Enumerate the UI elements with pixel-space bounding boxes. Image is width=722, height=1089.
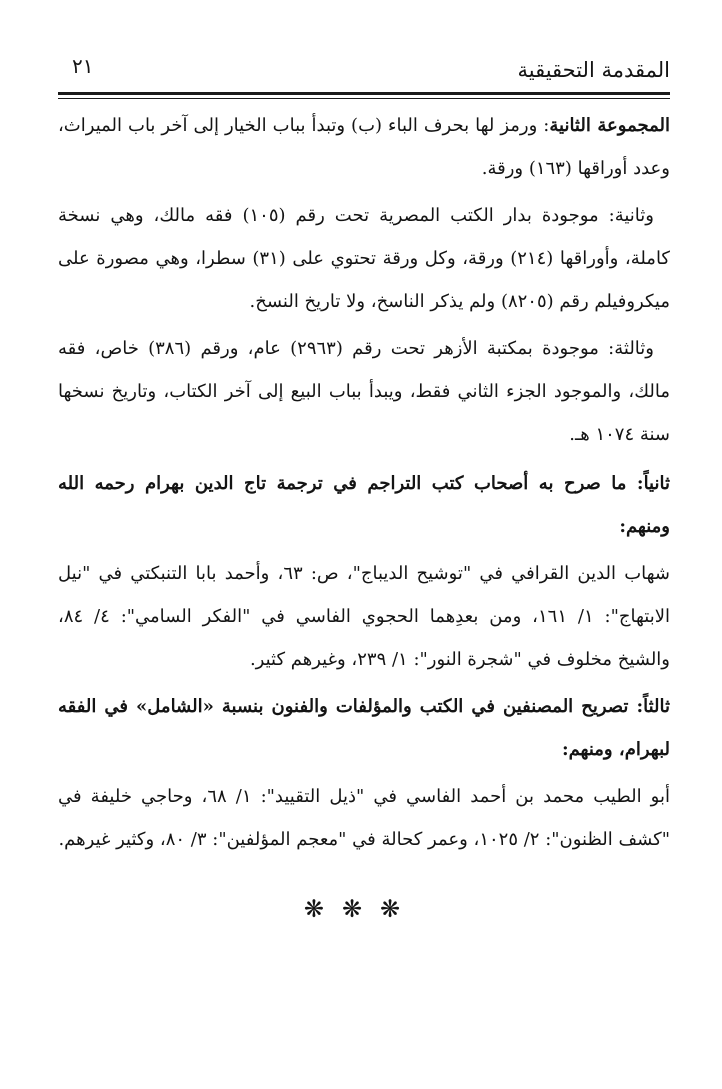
second-group-text: : ورمز لها بحرف الباء (ب) وتبدأ بباب الخيار إلى آخر باب الميراث، وعدد أوراقها (١٦٣) ورقة. [58, 115, 670, 179]
paragraph-second-group [58, 104, 670, 190]
running-title: المقدمة التحقيقية [517, 58, 670, 82]
second-group-lead: المجموعة الثانية [549, 115, 670, 136]
header-rule-thin [58, 98, 670, 99]
section-heading-authors: ثالثاً: تصريح المصنفين في الكتب والمؤلفات والفنون بنسبة «الشامل» في الفقه لبهرام، ومنهم: [58, 696, 670, 760]
header-rule-thick [58, 92, 670, 95]
paragraph-authors: أبو الطيب محمد بن أحمد الفاسي في "ذيل التقييد": ١/ ٦٨، وحاجي خليفة في "كشف الظنون": ٢/ ١٠٢٥، وعمر كحالة في "معجم المؤلفين": ٣/ ٨٠، وكثير غيرهم. [58, 786, 670, 850]
section-heading-biographers: ثانياً: ما صرح به أصحاب كتب التراجم في ترجمة تاج الدين بهرام رحمه الله ومنهم: [58, 473, 670, 537]
paragraph-biographers: شهاب الدين القرافي في "توشيح الديباج"، ص: ٦٣، وأحمد بابا التنبكتي في "نيل الابتهاج": ١/ ١٦١، ومن بعدِهما الحجوي الفاسي في "الفكر السامي": ٤/ ٨٤، والشيخ مخلوف في "شجرة النور": ١/ ٢٣٩، وغيرهم كثير. [58, 563, 671, 670]
paragraph-third-copy: وثانية: موجودة بدار الكتب المصرية تحت رقم (١٠٥) فقه مالك، وهي نسخة كاملة، وأوراقها (٢١٤) ورقة، وكل ورقة تحتوي على (٣١) سطرا، وهي مصورة على ميكروفيلم رقم (٨٢٠٥) ولم يذكر الناسخ، ولا تاريخ النسخ. [58, 205, 670, 312]
section-separator: ❋❋❋ [303, 895, 419, 923]
paragraph-fourth-copy: وثالثة: موجودة بمكتبة الأزهر تحت رقم (٢٩٦٣) عام، ورقم (٣٨٦) خاص، فقه مالك، والموجود الجزء الثاني فقط، ويبدأ بباب البيع إلى آخر الكتاب، وتاريخ نسخها سنة ١٠٧٤ هـ. [58, 338, 670, 445]
body-text [58, 104, 670, 865]
page-header [58, 48, 670, 92]
page-number: ٢١ [72, 54, 94, 78]
